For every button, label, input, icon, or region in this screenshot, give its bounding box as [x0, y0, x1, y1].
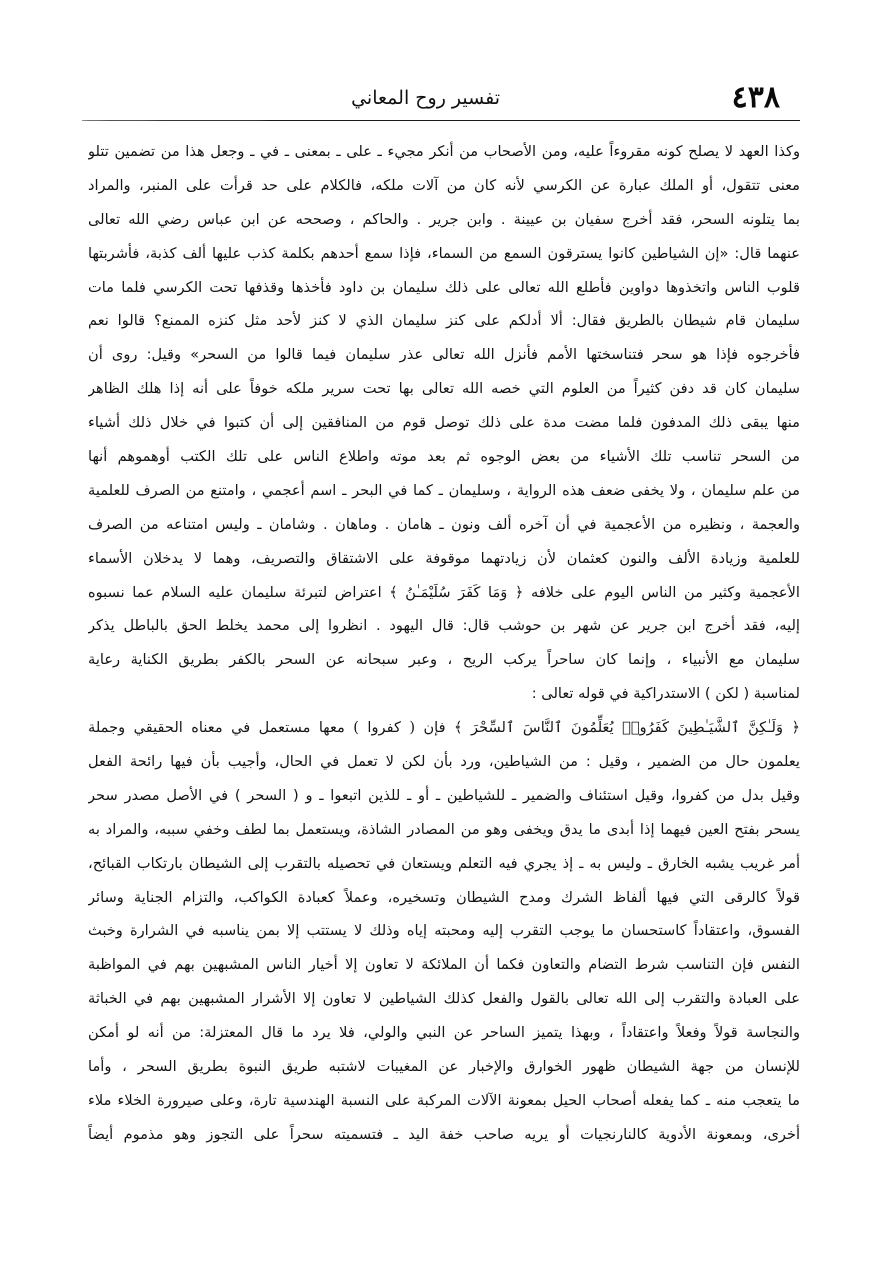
- text-line: بما يتلونه السحر، فقد أخرج سفيان بن عيينة . وابن جرير . والحاكم ، وصححه عن ابن عباس رضي الله تعالى: [88, 210, 800, 228]
- text-line: سليمان كان قد دفن كثيراً من العلوم التي خصه الله تعالى بها تحت سرير ملكه خوفاً على أنه إذا هلك الظاهر: [88, 380, 800, 398]
- text-line: يسحر بفتح العين فيهما إذا أبدى ما يدق ويخفى وهو من المصادر الشاذة، ويستعمل بما لطف وخفي سببه، والمراد به: [88, 820, 800, 838]
- text-line: ما يتعجب منه ـ كما يفعله أصحاب الحيل بمعونة الآلات المركبة على النسبة الهندسية تارة، وعلى صيرورة الخلاء ملاء: [88, 1091, 800, 1109]
- text-line: سليمان قام شيطان بالطريق فقال: ألا أدلكم على كنز سليمان الذي لا كنز لأحد مثل كنزه الممنع؟ قالوا نعم: [88, 312, 800, 330]
- text-line: إليه، فقد أخرج ابن جرير عن شهر بن حوشب قال: قال اليهود . انظروا إلى محمد يخلط الحق بالباطل يذكر: [88, 617, 800, 635]
- text-line: منها يبقى ذلك المدفون فلما مضت مدة على ذلك توصل قوم من المنافقين إلى أن كتبوا في خلال ذلك أشياء: [88, 414, 800, 432]
- text-line: من السحر تناسب تلك الأشياء من بعض الوجوه ثم بعد موته واطلاع الناس على تلك الكتب أوهموهم أنها: [88, 448, 800, 466]
- text-line: سليمان مع الأنبياء ، وإنما كان ساحراً يركب الريح ، وعبر سبحانه عن السحر بالكفر بطريق الكناية رعاية: [88, 651, 800, 669]
- text-line: والعجمة ، ونظيره من الأعجمية في أن آخره ألف ونون ـ هامان . وماهان . وشامان ـ وليس امتناعه من الصرف: [88, 515, 800, 533]
- page-number: ٤٣٨: [731, 80, 780, 115]
- text-line: قلوب الناس واتخذوها دواوين فأطلع الله تعالى على ذلك سليمان بن داود فأخذها وقذفها تحت الكرسي فلما مات: [88, 278, 800, 296]
- running-title: تفسير روح المعاني: [351, 87, 500, 109]
- text-line: على العبادة والتقرب إلى الله تعالى بالقول والفعل كذلك الشياطين لا تعاون إلا الأشرار المشبهين بهم في الخباثة: [88, 990, 800, 1008]
- text-line: وكذا العهد لا يصلح كونه مقروءاً عليه، ومن الأصحاب من أنكر مجيء ـ على ـ بمعنى ـ في ـ وجعل هذا من تضمين تتلو: [88, 143, 800, 160]
- text-line: لمناسبة ( لكن ) الاستدراكية في قوله تعالى :: [531, 685, 800, 703]
- text-line: فأخرجوه فإذا هو سحر فتناسختها الأمم فأنزل الله تعالى عذر سليمان فيما قالوا من السحر» وقيل: روى أن: [88, 346, 800, 364]
- text-line: وقيل بدل من كفروا، وقيل استئناف والضمير ـ للشياطين ـ أو ـ للذين اتبعوا ـ و ( السحر ) في الأصل مصدر سحر: [88, 786, 800, 804]
- text-line: عنهما قال: «إن الشياطين كانوا يسترقون السمع من السماء، فإذا سمع أحدهم بكلمة كذب عليها ألف كذبة، فأشربتها: [88, 244, 800, 262]
- page-body: [88, 135, 800, 1152]
- text-line: قولاً كالرقى التي فيها ألفاظ الشرك ومدح الشيطان وتسخيره، وعملاً كعبادة الكواكب، والتزام الجناية وسائر: [88, 888, 800, 906]
- header-divider: [82, 120, 800, 121]
- quran-verse-line: ﴿ وَلَـٰكِنَّ ٱلشَّيَـٰطِينَ كَفَرُوا۟ يُعَلِّمُونَ ٱلنَّاسَ ٱلسِّحْرَ ﴾ فإن ( كفروا ) معها مستعمل في معناه الحقيقي وجملة: [88, 719, 800, 737]
- text-line: معنى تتقول، أو الملك عبارة عن الكرسي لأنه كان من آلات ملكه، فالكلام على حد قرأت على المنبر، والمراد: [88, 176, 800, 194]
- text-line: أخرى، وبمعونة الأدوية كالنارنجيات أو يريه صاحب خفة اليد ـ فتسميته سحراً على التجوز وهو مذموم أيضاً: [88, 1125, 800, 1143]
- text-line: النفس فإن التناسب شرط التضام والتعاون فكما أن الملائكة لا تعاون إلا أخيار الناس المشبهين بهم في المواظبة: [88, 956, 800, 974]
- text-line: للعلمية وزيادة الألف والنون كعثمان لأن زيادتهما موقوفة على الاشتقاق والتصريف، وهما لا يدخلان الأسماء: [88, 549, 800, 567]
- page-header: [82, 78, 800, 120]
- text-line: أمر غريب يشبه الخارق ـ وليس به ـ إذ يجري فيه التعلم ويستعان في تحصيله بالتقرب إلى الشيطان بارتكاب القبائح،: [88, 854, 800, 872]
- text-line: يعلمون حال من الضمير ، وقيل : من الشياطين، ورد بأن لكن لا تعمل في الحال، وأجيب بأن فيها رائحة الفعل: [88, 753, 800, 771]
- text-line: للإنسان من جهة الشيطان ظهور الخوارق والإخبار عن المغيبات لاشتبه طريق النبوة بطريق السحر ، وأما: [88, 1058, 800, 1076]
- text-line: والنجاسة قولاً وفعلاً واعتقاداً ، وبهذا يتميز الساحر عن النبي والولي، فلا يرد ما قال المعتزلة: من أنه لو أمكن: [88, 1024, 800, 1042]
- text-line: الفسوق، واعتقاداً كاستحسان ما يوجب التقرب إليه ومحبته إياه وذلك لا يستتب إلا بمن يناسبه في الشرارة وخبث: [88, 922, 800, 940]
- text-line-with-quran-verse: الأعجمية وكثير من الناس اليوم على خلافه ﴿ وَمَا كَفَرَ سُلَيْمَـٰنُ ﴾ اعتراض لتبرئة سليمان عليه السلام عما نسبوه: [88, 583, 800, 601]
- text-line: من علم سليمان ، ولا يخفى ضعف هذه الرواية ، وسليمان ـ كما في البحر ـ اسم أعجمي ، وامتنع من الصرف للعلمية: [88, 481, 800, 499]
